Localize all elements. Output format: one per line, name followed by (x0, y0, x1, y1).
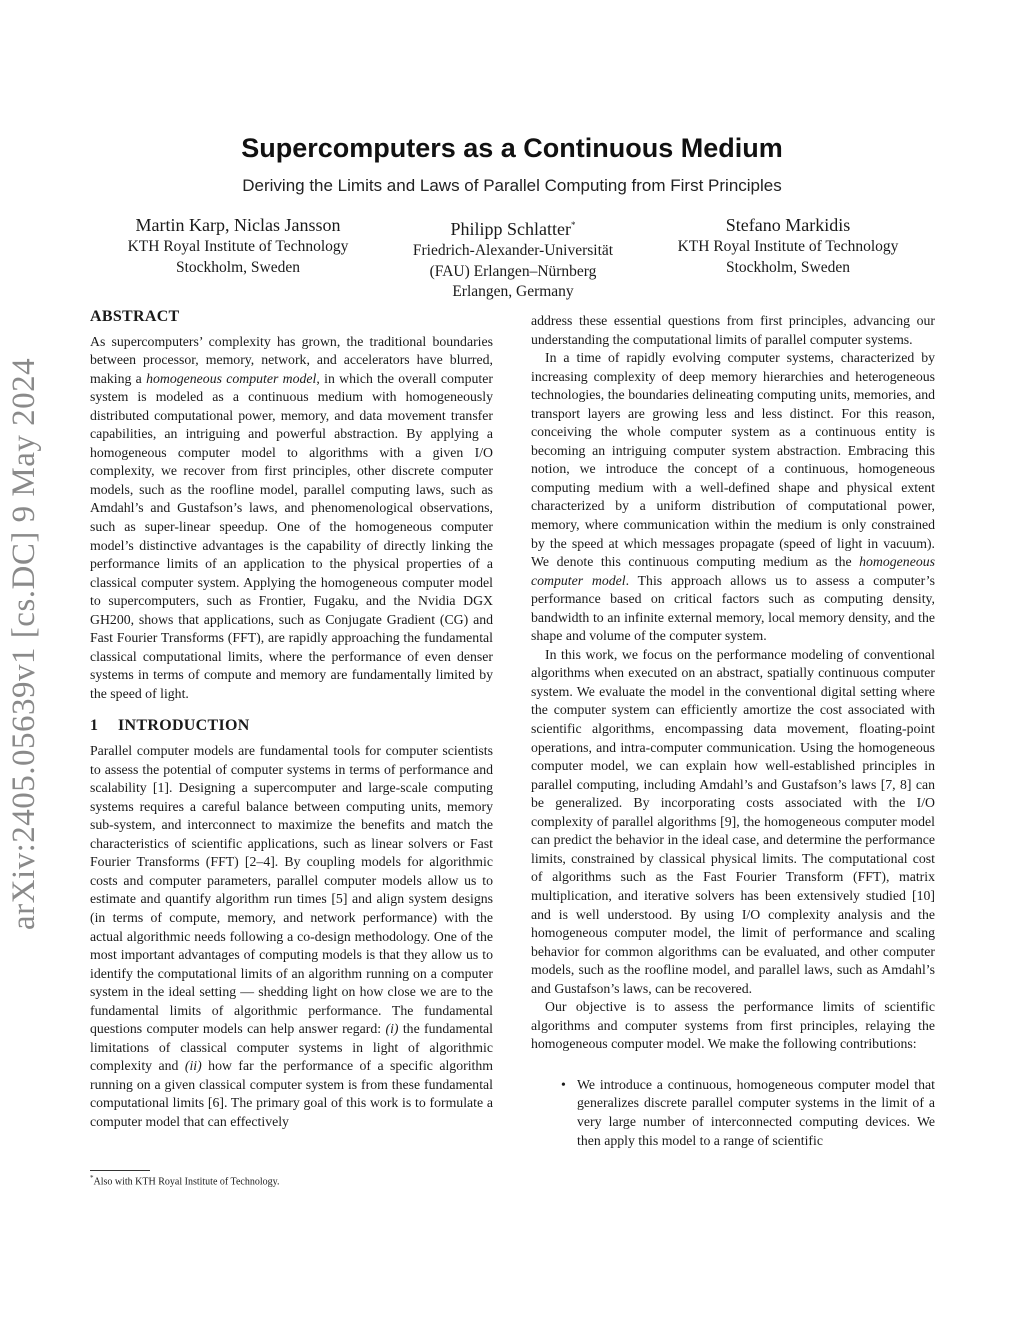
footnote-mark: * (571, 220, 576, 230)
footnote (90, 1174, 279, 1187)
intro-paragraph-1-continued: address these essential questions from first principles, advancing our understanding the computational limits of parallel computer systems. (531, 313, 935, 347)
list-item: • We introduce a continuous, homogeneous computer model that generalizes discrete parallel computer systems in the limit of a very large number of interconnected computing devices. We then apply this model to a range of scientific (577, 1076, 935, 1150)
author-location: Erlangen, Germany (452, 283, 574, 300)
author-affiliation: KTH Royal Institute of Technology (127, 238, 349, 255)
left-column (90, 308, 493, 1132)
author-block-3 (648, 213, 928, 278)
intro-paragraph-1: Parallel computer models are fundamental tools for computer scientists to assess the potential of computer systems in terms of performance and scalability [1]. Designing a supercomputer and large-scale computing systems requires a careful balance between computing units, memory sub-system, and interconnect to maximize the benefits and match the characteristics of scientific applications, such as linear solvers or Fast Fourier Transforms (FFT) [2–4]. By coupling models for algorithmic costs and computer parameters, parallel computer models allow us to estimate and quantify algorithm run times [5] and align system designs (in terms of compute, memory, and network performance) with the actual algorithmic needs following a co-design methodology. One of the most important advantages of computing models is that they allow us to identify the computational limits of an algorithm running on a computer system in the ideal setting — shedding light on how close we are to the fundamental limits of algorithmic performance. The fundamental questions computer models can help answer regard: (i) the fundamental limitations of classical computer systems in light of algorithmic complexity and (ii) how far the performance of a specific algorithm running on a given classical computer system is from these fundamental computational limits [6]. The primary goal of this work is to formulate a computer model that can effectively (90, 743, 494, 1129)
paper-subtitle: Deriving the Limits and Laws of Parallel Computing from First Principles (242, 176, 782, 195)
arxiv-identifier: arXiv:2405.05639v1 [cs.DC] 9 May 2024 (6, 357, 42, 930)
footnote-divider (90, 1170, 150, 1171)
author-affiliation: Friedrich-Alexander-Universität (412, 242, 614, 259)
intro-paragraph-3: In this work, we focus on the performance modeling of conventional algorithms when executed on an abstract, spatially continuous computer system. We evaluate the model in the conventional digital setting where the computer system can efficiently amortize the cost associated with scientific algorithms, encompassing data movement, floating-point operations, and intra-computer communication. Using the homogeneous computer model, we can explain how well-established principles in parallel computing, including Amdahl’s and Gustafson’s laws [7, 8] can be generalized. By incorporating costs associated with the I/O complexity of parallel algorithms [9], the homogeneous computer model can predict the behavior in the ideal case, and determine the performance limits, constrained by classical physical limits. The computational cost of algorithms such as the Fast Fourier Transform (FFT), matrix multiplication, and iterative solvers has been extensively studied [10] and is well understood. By using I/O complexity analysis and the homogeneous computer model, the limit of performance and scaling behavior for common algorithms can be evaluated, and other computer models, such as the roofline model, and parallel laws, such as Amdahl’s and Gustafson’s laws, can be recovered. (531, 646, 935, 996)
right-column (531, 312, 935, 1150)
author-block-1 (98, 213, 378, 278)
paper-title: Supercomputers as a Continuous Medium (241, 133, 783, 163)
author-affiliation: KTH Royal Institute of Technology (677, 238, 899, 255)
intro-paragraph-4: Our objective is to assess the performance limits of scientific algorithms and computer systems from first principles, relaying the homogeneous computer model. We make the following contributions: (531, 999, 935, 1052)
footnote-text: Also with KTH Royal Institute of Technology. (93, 1176, 280, 1188)
section-heading-introduction: 1 INTRODUCTION (90, 717, 250, 735)
footnote-mark: * (90, 1174, 94, 1182)
author-block-2 (373, 213, 653, 303)
author-affiliation-2: (FAU) Erlangen–Nürnberg (429, 262, 597, 280)
author-location: Stockholm, Sweden (726, 258, 850, 276)
author-name: Stefano Markidis (725, 215, 851, 235)
author-name: Martin Karp, Niclas Jansson (135, 215, 341, 235)
intro-paragraph-2: In a time of rapidly evolving computer systems, characterized by increasing complexity of deep memory hierarchies and heterogeneous technologies, the boundaries delineating computing units, memories, and transport layers are growing less and less distinct. For this reason, conceiving the whole computer system as a continuous entity is becoming an intriguing computer system abstraction. Embracing this notion, we introduce the concept of a continuous, homogeneous computing medium with a well-defined shape and physical extent characterized by a uniform distribution of computational power, memory, where communication within the medium is only constrained by the speed at which messages propagate (speed of light in vacuum). We denote this continuous computing medium as the homogeneous computer model. This approach allows us to assess a computer’s performance based on critical factors such as computing density, bandwidth to an infinite external memory, local memory density, and the shape and volume of the computer system. (531, 350, 935, 644)
abstract-heading: ABSTRACT (90, 308, 180, 325)
author-location: Stockholm, Sweden (176, 258, 300, 276)
contributions-list (531, 1076, 935, 1150)
author-name: Philipp Schlatter* (450, 219, 576, 239)
abstract-paragraph: As supercomputers’ complexity has grown, the traditional boundaries between processor, memory, network, and accelerators have blurred, making a homogeneous computer model, in which the overall computer system is modeled as a continuous medium with homogeneously distributed computational power, memory, and data movement transfer capabilities, an intriguing and powerful abstraction. By applying a homogeneous computer model to algorithms with a given I/O complexity, we recover from first principles, other discrete computer models, such as the roofline model, parallel computing laws, such as Amdahl’s and Gustafson’s laws, and phenomenological observations, such as super-linear speedup. One of the homogeneous computer model’s distinctive advantages is the capability of directly linking the performance limits of an application to the physical properties of a classical computer system. Applying the homogeneous computer model to supercomputers, such as Frontier, Fugaku, and the Nvidia DGX GH200, shows that applications, such as Conjugate Gradient (CG) and Fast Fourier Transforms (FFT), are rapidly approaching the fundamental classical computational limits, where the performance of even denser systems in terms of compute and memory are fundamentally limited by the speed of light. (90, 333, 493, 701)
